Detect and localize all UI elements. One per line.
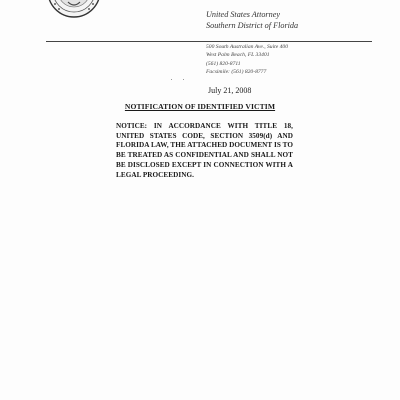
scan-speck bbox=[171, 79, 172, 80]
address-street: 500 South Australian Ave., Suite 400 bbox=[206, 44, 288, 50]
address-city: West Palm Beach, FL 33401 bbox=[206, 52, 270, 59]
office-address bbox=[206, 43, 288, 77]
header-divider bbox=[46, 41, 372, 42]
office-name: United States Attorney bbox=[206, 10, 280, 19]
district-name: Southern District of Florida bbox=[206, 21, 299, 30]
address-fax: Facsimile: (561) 820-8777 bbox=[206, 69, 267, 76]
letterhead bbox=[206, 9, 298, 31]
confidentiality-notice: NOTICE: IN ACCORDANCE WITH TITLE 18, UNITED STATES CODE, SECTION 3509(d) AND FLORIDA LAW, THE ATTACHED DOCUMENT IS TO BE TREATED AS CONFIDENTIAL AND SHALL NOT BE DISCLOSED EXCEPT IN CONNECTION WITH A LEGAL PROCEEDING. bbox=[116, 122, 293, 179]
document-title: NOTIFICATION OF IDENTIFIED VICTIM bbox=[124, 102, 276, 111]
department-seal-icon bbox=[47, 0, 101, 18]
scan-speck bbox=[183, 79, 184, 80]
address-phone: (561) 820-8711 bbox=[206, 60, 241, 67]
letter-date: July 21, 2008 bbox=[208, 86, 252, 95]
